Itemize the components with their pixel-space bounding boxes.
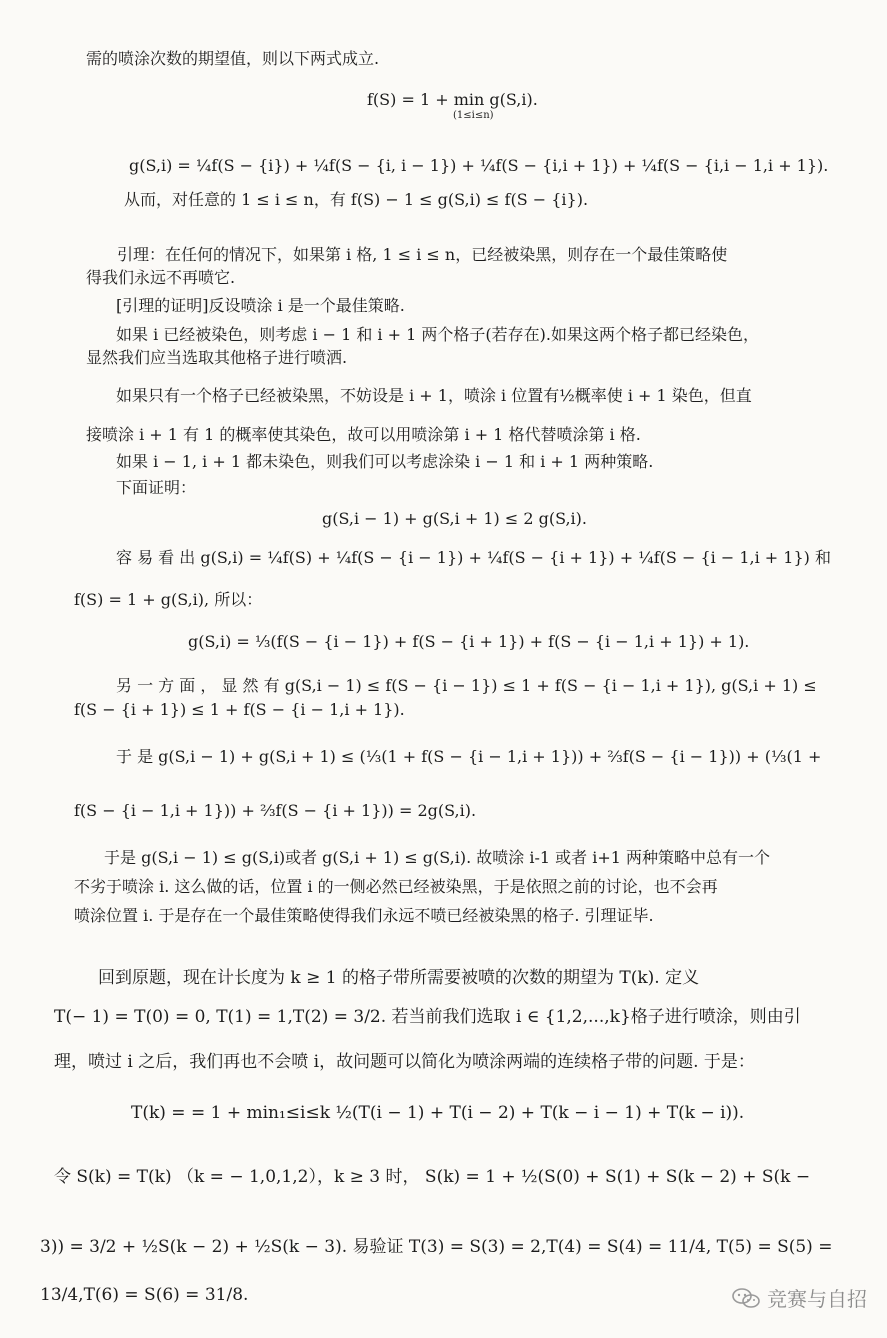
lemma-line: 引理：在任何的情况下，如果第 i 格, 1 ≤ i ≤ n，已经被染黑，则存在一个最佳策略使 bbox=[117, 245, 728, 264]
equation-inequality: g(S,i − 1) + g(S,i + 1) ≤ 2 g(S,i). bbox=[322, 509, 587, 528]
text-line: 如果只有一个格子已经被染黑，不妨设是 i + 1，喷涂 i 位置有½概率使 i + 1 染色，但直 bbox=[116, 386, 752, 405]
text-line: 喷涂位置 i. 于是存在一个最佳策略使得我们永远不喷已经被染黑的格子. 引理证毕. bbox=[74, 906, 654, 925]
text-line: 显然我们应当选取其他格子进行喷洒. bbox=[86, 348, 348, 367]
text-line: f(S) = 1 + g(S,i), 所以： bbox=[74, 590, 263, 609]
text-line: f(S − {i + 1}) ≤ 1 + f(S − {i − 1,i + 1}). bbox=[74, 700, 405, 719]
equation-subscript: (1≤i≤n) bbox=[453, 110, 494, 121]
equation-g: g(S,i) = ¼f(S − {i}) + ¼f(S − {i, i − 1}) + ¼f(S − {i,i + 1}) + ¼f(S − {i,i − 1,i + 1}). bbox=[129, 156, 829, 175]
equation-f: f(S) = 1 + min g(S,i). bbox=[367, 90, 538, 109]
text-line: 于是 g(S,i − 1) ≤ g(S,i)或者 g(S,i + 1) ≤ g(S,i). 故喷涂 i-1 或者 i+1 两种策略中总有一个 bbox=[104, 848, 771, 867]
text-line: 接喷涂 i + 1 有 1 的概率使其染色，故可以用喷涂第 i + 1 格代替喷涂第 i 格. bbox=[86, 425, 641, 444]
text-line: 令 S(k) = T(k) （k = − 1,0,1,2），k ≥ 3 时， S(k) = 1 + ½(S(0) + S(1) + S(k − 2) + S(k − bbox=[54, 1167, 811, 1187]
text-line: 容 易 看 出 g(S,i) = ¼f(S) + ¼f(S − {i − 1}) + ¼f(S − {i + 1}) + ¼f(S − {i − 1,i + 1}) 和 bbox=[116, 548, 831, 567]
watermark bbox=[731, 1283, 867, 1312]
text-line: 不劣于喷涂 i. 这么做的话，位置 i 的一侧必然已经被染黑，于是依照之前的讨论，也不会再 bbox=[74, 877, 718, 896]
text-line: 理，喷过 i 之后，我们再也不会喷 i，故问题可以简化为喷涂两端的连续格子带的问题. 于是： bbox=[54, 1052, 755, 1072]
text-line: 如果 i − 1, i + 1 都未染色，则我们可以考虑涂染 i − 1 和 i + 1 两种策略. bbox=[116, 452, 654, 471]
text-line: 另 一 方 面 ， 显 然 有 g(S,i − 1) ≤ f(S − {i − 1}) ≤ 1 + f(S − {i − 1,i + 1}), g(S,i + 1) ≤ bbox=[116, 676, 817, 695]
text-line: 需的喷涂次数的期望值，则以下两式成立. bbox=[86, 49, 380, 68]
text-line: 如果 i 已经被染色，则考虑 i − 1 和 i + 1 两个格子(若存在).如果这两个格子都已经染色， bbox=[116, 325, 759, 344]
wechat-icon bbox=[731, 1287, 761, 1309]
text-line: 从而，对任意的 1 ≤ i ≤ n，有 f(S) − 1 ≤ g(S,i) ≤ f(S − {i}). bbox=[124, 190, 589, 209]
text-line: f(S − {i − 1,i + 1})) + ⅔f(S − {i + 1})) = 2g(S,i). bbox=[74, 801, 477, 820]
text-line: 于 是 g(S,i − 1) + g(S,i + 1) ≤ (⅓(1 + f(S − {i − 1,i + 1})) + ⅔f(S − {i − 1})) + (⅓(1 + bbox=[116, 747, 822, 766]
text-line: 回到原题，现在计长度为 k ≥ 1 的格子带所需要被喷的次数的期望为 T(k). 定义 bbox=[98, 968, 700, 988]
watermark-text: 竞赛与自招 bbox=[767, 1287, 867, 1311]
text-line: [引理的证明]反设喷涂 i 是一个最佳策略. bbox=[116, 296, 405, 315]
text-line: T(− 1) = T(0) = 0, T(1) = 1,T(2) = 3/2. 若当前我们选取 i ∈ {1,2,...,k}格子进行喷涂，则由引 bbox=[54, 1007, 801, 1027]
text-line: 得我们永远不再喷它. bbox=[86, 268, 236, 287]
text-line: 3)) = 3/2 + ½S(k − 2) + ½S(k − 3). 易验证 T(3) = S(3) = 2,T(4) = S(4) = 11/4, T(5) = S(5) = bbox=[40, 1237, 833, 1257]
text-line: 下面证明： bbox=[116, 478, 197, 497]
equation-gsi: g(S,i) = ⅓(f(S − {i − 1}) + f(S − {i + 1}) + f(S − {i − 1,i + 1}) + 1). bbox=[188, 632, 750, 651]
text-line: 13/4,T(6) = S(6) = 31/8. bbox=[40, 1285, 249, 1305]
equation-tk: T(k) = = 1 + min₁≤i≤k ½(T(i − 1) + T(i − 2) + T(k − i − 1) + T(k − i)). bbox=[131, 1103, 745, 1123]
